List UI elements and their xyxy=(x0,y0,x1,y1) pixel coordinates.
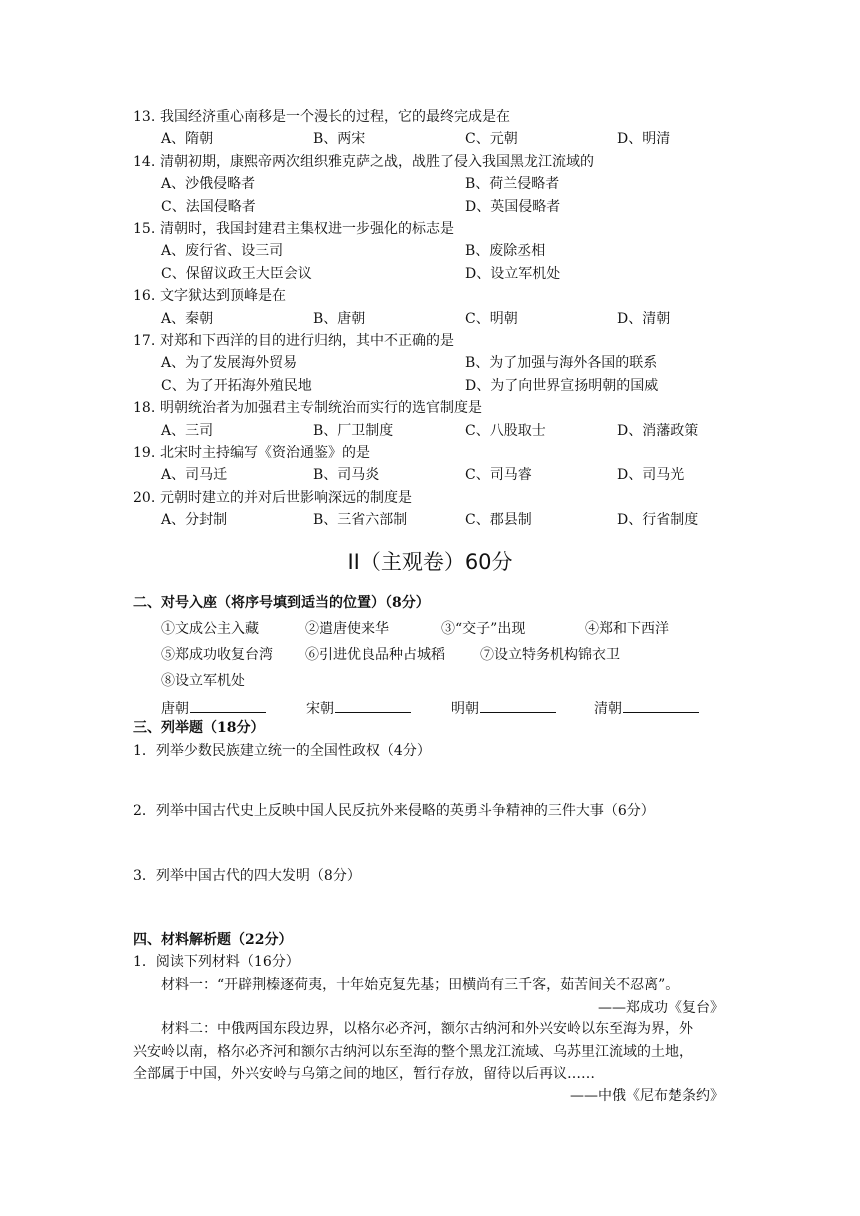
answer-option[interactable]: C、为了开拓海外殖民地 xyxy=(161,377,312,394)
answer-option[interactable]: A、隋朝 xyxy=(161,131,214,148)
answer-option[interactable]: A、分封制 xyxy=(161,512,228,529)
blank-qing[interactable]: 清朝 xyxy=(594,698,699,718)
answer-option[interactable]: A、三司 xyxy=(161,422,214,439)
sec4-q1: 1．阅读下列材料（16分） xyxy=(133,954,300,970)
question-number: 17. xyxy=(133,333,156,349)
question-number: 18. xyxy=(133,400,156,417)
answer-option[interactable]: C、法国侵略者 xyxy=(161,198,256,215)
question-text: 北宋时主持编写《资治通鉴》的是 xyxy=(160,445,370,461)
sec2-item: ⑧设立军机处 xyxy=(161,673,245,689)
answer-option[interactable]: B、厂卫制度 xyxy=(313,422,394,439)
answer-option[interactable]: C、元朝 xyxy=(465,131,518,148)
sec2-item: ⑥引进优良品种占城稻 xyxy=(305,647,445,663)
answer-option[interactable]: B、两宋 xyxy=(313,131,366,148)
answer-option[interactable]: B、唐朝 xyxy=(313,310,366,327)
question-text: 我国经济重心南移是一个漫长的过程，它的最终完成是在 xyxy=(160,109,510,125)
answer-option[interactable]: A、废行省、设三司 xyxy=(161,243,284,260)
material-1: 材料一：“开辟荆榛逐荷夷，十年始克复先基；田横尚有三千客，茹苦间关不忍离”。 xyxy=(161,977,680,993)
material-2-line: 兴安岭以南，格尔必齐河和额尔古纳河以东至海的整个黑龙江流域、乌苏里江流域的土地， xyxy=(133,1044,693,1060)
answer-option[interactable]: C、保留议政王大臣会议 xyxy=(161,265,312,282)
question-number: 15. xyxy=(133,221,156,237)
question-text: 清朝时，我国封建君主集权进一步强化的标志是 xyxy=(160,221,454,237)
question-number: 13. xyxy=(133,109,156,125)
answer-option[interactable]: A、为了发展海外贸易 xyxy=(161,355,298,372)
question-number: 20. xyxy=(133,489,156,506)
sec2-heading: 二、对号入座（将序号填到适当的位置）（8分） xyxy=(133,595,430,611)
sec2-item: ④郑和下西洋 xyxy=(585,621,669,637)
sec3-q2: 2．列举中国古代史上反映中国人民反抗外来侵略的英勇斗争精神的三件大事（6分） xyxy=(133,803,655,819)
answer-option[interactable]: B、为了加强与海外各国的联系 xyxy=(465,355,658,372)
sec3-heading: 三、列举题（18分） xyxy=(133,720,265,736)
answer-option[interactable]: C、司马睿 xyxy=(465,467,532,484)
answer-option[interactable]: A、沙俄侵略者 xyxy=(161,176,256,193)
answer-option[interactable]: B、司马炎 xyxy=(313,467,380,484)
answer-option[interactable]: B、废除丞相 xyxy=(465,243,546,260)
answer-option[interactable]: B、三省六部制 xyxy=(313,512,408,529)
sec2-item: ②遣唐使来华 xyxy=(305,621,389,637)
sec3-q1: 1．列举少数民族建立统一的全国性政权（4分） xyxy=(133,743,431,759)
question-text: 明朝统治者为加强君主专制统治而实行的选官制度是 xyxy=(160,400,482,417)
answer-option[interactable]: C、八股取士 xyxy=(465,422,546,439)
sec3-q3: 3．列举中国古代的四大发明（8分） xyxy=(133,868,361,884)
answer-option[interactable]: D、行省制度 xyxy=(617,512,699,529)
sec2-item: ③“交子”出现 xyxy=(441,621,526,637)
answer-option[interactable]: D、明清 xyxy=(617,131,671,148)
answer-option[interactable]: D、为了向世界宣扬明朝的国威 xyxy=(465,377,659,394)
sec4-heading: 四、材料解析题（22分） xyxy=(133,932,293,948)
blank-ming[interactable]: 明朝 xyxy=(451,698,556,718)
question-number: 16. xyxy=(133,288,156,305)
answer-option[interactable]: C、明朝 xyxy=(465,310,518,327)
answer-option[interactable]: D、消藩政策 xyxy=(617,422,699,439)
answer-option[interactable]: C、郡县制 xyxy=(465,512,532,529)
answer-option[interactable]: A、秦朝 xyxy=(161,310,214,327)
material-2-source: ——中俄《尼布楚条约》 xyxy=(570,1088,724,1104)
part2-title: II（主观卷）60分 xyxy=(347,550,513,574)
answer-option[interactable]: D、设立军机处 xyxy=(465,265,561,282)
blank-tang[interactable]: 唐朝 xyxy=(161,698,266,718)
question-number: 19. xyxy=(133,445,156,461)
answer-option[interactable]: A、司马迁 xyxy=(161,467,228,484)
material-2-line: 全部属于中国，外兴安岭与乌第之间的地区，暂行存放，留待以后再议…… xyxy=(133,1066,595,1082)
sec2-item: ⑦设立特务机构锦衣卫 xyxy=(480,647,620,663)
answer-option[interactable]: D、司马光 xyxy=(617,467,685,484)
answer-option[interactable]: D、英国侵略者 xyxy=(465,198,561,215)
question-number: 14. xyxy=(133,153,156,170)
material-2-line: 材料二：中俄两国东段边界，以格尔必齐河，额尔古纳河和外兴安岭以东至海为界，外 xyxy=(161,1021,693,1037)
question-text: 元朝时建立的并对后世影响深远的制度是 xyxy=(160,489,412,506)
answer-option[interactable]: B、荷兰侵略者 xyxy=(465,176,560,193)
material-1-source: ——郑成功《复台》 xyxy=(598,1000,724,1016)
blank-song[interactable]: 宋朝 xyxy=(306,698,411,718)
question-text: 清朝初期，康熙帝两次组织雅克萨之战，战胜了侵入我国黑龙江流域的 xyxy=(160,153,594,170)
question-text: 文字狱达到顶峰是在 xyxy=(160,288,286,305)
answer-option[interactable]: D、清朝 xyxy=(617,310,671,327)
question-text: 对郑和下西洋的目的进行归纳，其中不正确的是 xyxy=(160,333,454,349)
sec2-item: ⑤郑成功收复台湾 xyxy=(161,647,273,663)
sec2-item: ①文成公主入藏 xyxy=(161,621,259,637)
